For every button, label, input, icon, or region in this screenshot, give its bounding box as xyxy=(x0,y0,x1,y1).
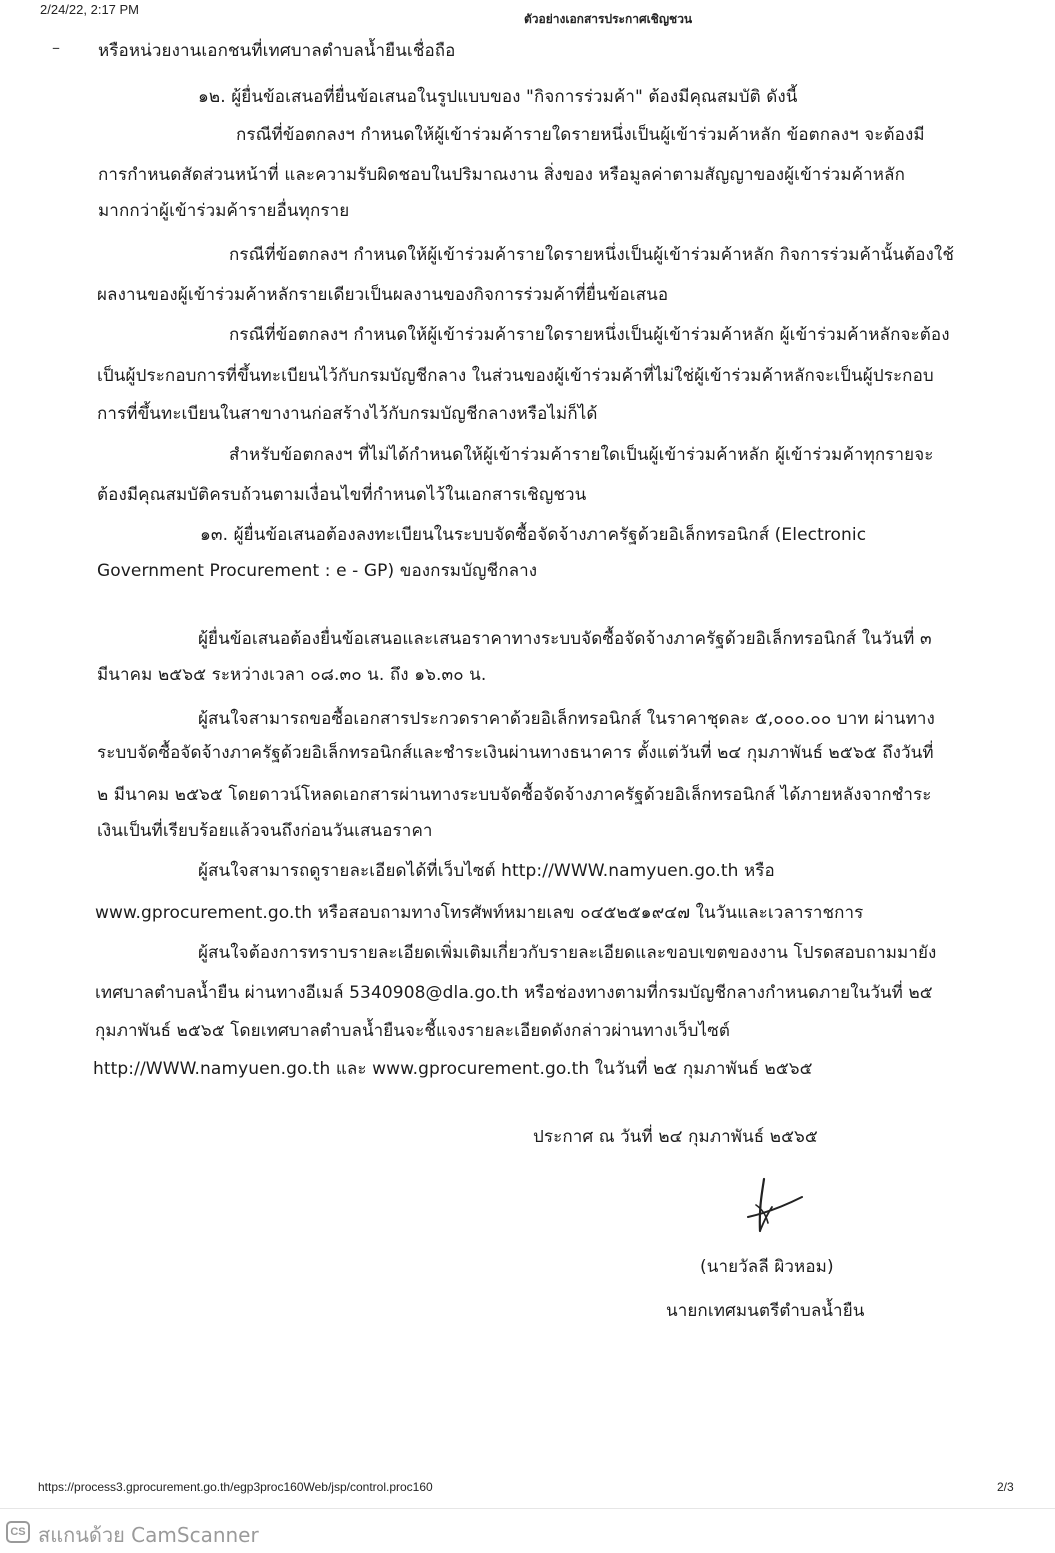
body-line: ๑๒. ผู้ยื่นข้อเสนอที่ยื่นข้อเสนอในรูปแบบของ "กิจการร่วมค้า" ต้องมีคุณสมบัติ ดังนี้ xyxy=(198,87,798,107)
body-line: เป็นผู้ประกอบการที่ขึ้นทะเบียนไว้กับกรมบัญชีกลาง ในส่วนของผู้เข้าร่วมค้าที่ไม่ใช่ผู้เข้าร่วมค้าหลักจะเป็นผู้ประกอบ xyxy=(97,366,934,386)
body-line: ต้องมีคุณสมบัติครบถ้วนตามเงื่อนไขที่กำหนดไว้ในเอกสารเชิญชวน xyxy=(97,485,587,505)
body-line: เทศบาลตำบลน้ำยืน ผ่านทางอีเมล์ 5340908@dla.go.th หรือช่องทางตามที่กรมบัญชีกลางกำหนดภายในวันที่ ๒๕ xyxy=(95,983,933,1003)
body-line: เงินเป็นที่เรียบร้อยแล้วจนถึงก่อนวันเสนอราคา xyxy=(97,821,433,841)
body-line: หรือหน่วยงานเอกชนที่เทศบาลตำบลน้ำยืนเชื่อถือ xyxy=(98,41,456,61)
body-line: มีนาคม ๒๕๖๕ ระหว่างเวลา ๐๘.๓๐ น. ถึง ๑๖.๓๐ น. xyxy=(97,665,487,685)
camscanner-logo-icon: CS xyxy=(6,1521,30,1543)
body-line: มากกว่าผู้เข้าร่วมค้ารายอื่นทุกราย xyxy=(98,201,350,221)
camscanner-watermark-text: สแกนด้วย CamScanner xyxy=(38,1523,259,1547)
footer-url: https://process3.gprocurement.go.th/egp3proc160Web/jsp/control.proc160 xyxy=(38,1480,433,1494)
body-line: ผู้สนใจต้องการทราบรายละเอียดเพิ่มเติมเกี่ยวกับรายละเอียดและขอบเขตของงาน โปรดสอบถามมายัง xyxy=(198,943,937,963)
signatory-name: (นายวัลลี ผิวหอม) xyxy=(700,1257,834,1277)
body-line: Government Procurement : e - GP) ของกรมบัญชีกลาง xyxy=(97,561,538,581)
body-line: กรณีที่ข้อตกลงฯ กำหนดให้ผู้เข้าร่วมค้ารายใดรายหนึ่งเป็นผู้เข้าร่วมค้าหลัก ข้อตกลงฯ จะต้องมี xyxy=(236,125,925,145)
body-line: กรณีที่ข้อตกลงฯ กำหนดให้ผู้เข้าร่วมค้ารายใดรายหนึ่งเป็นผู้เข้าร่วมค้าหลัก กิจการร่วมค้านั้นต้องใช้ xyxy=(229,245,954,265)
margin-dash-mark: – xyxy=(52,38,60,57)
body-line: ผลงานของผู้เข้าร่วมค้าหลักรายเดียวเป็นผลงานของกิจการร่วมค้าที่ยื่นข้อเสนอ xyxy=(97,285,669,305)
signatory-title: นายกเทศมนตรีตำบลน้ำยืน xyxy=(666,1301,865,1321)
body-line: www.gprocurement.go.th หรือสอบถามทางโทรศัพท์หมายเลข ๐๔๕๒๕๑๙๔๗ ในวันและเวลาราชการ xyxy=(95,903,864,923)
body-line: ๒ มีนาคม ๒๕๖๕ โดยดาวน์โหลดเอกสารผ่านทางระบบจัดซื้อจัดจ้างภาครัฐด้วยอิเล็กทรอนิกส์ ได้ภายหลังจากชำระ xyxy=(97,785,932,805)
document-label: ตัวอย่างเอกสารประกาศเชิญชวน xyxy=(524,12,693,26)
print-datetime: 2/24/22, 2:17 PM xyxy=(40,2,140,17)
body-line: ๑๓. ผู้ยื่นข้อเสนอต้องลงทะเบียนในระบบจัดซื้อจัดจ้างภาครัฐด้วยอิเล็กทรอนิกส์ (Electronic xyxy=(200,525,867,545)
body-line: ผู้สนใจสามารถขอซื้อเอกสารประกวดราคาด้วยอิเล็กทรอนิกส์ ในราคาชุดละ ๕,๐๐๐.๐๐ บาท ผ่านทาง xyxy=(198,709,935,729)
footer-page-number: 2/3 xyxy=(997,1480,1014,1494)
body-line: กรณีที่ข้อตกลงฯ กำหนดให้ผู้เข้าร่วมค้ารายใดรายหนึ่งเป็นผู้เข้าร่วมค้าหลัก ผู้เข้าร่วมค้าหลักจะต้อง xyxy=(229,325,950,345)
announcement-date: ประกาศ ณ วันที่ ๒๔ กุมภาพันธ์ ๒๕๖๕ xyxy=(533,1127,818,1147)
body-line: การกำหนดสัดส่วนหน้าที่ และความรับผิดชอบในปริมาณงาน สิ่งของ หรือมูลค่าตามสัญญาของผู้เข้าร่วมค้าหลัก xyxy=(98,165,905,185)
body-line: กุมภาพันธ์ ๒๕๖๕ โดยเทศบาลตำบลน้ำยืนจะชี้แจงรายละเอียดดังกล่าวผ่านทางเว็บไซต์ xyxy=(95,1021,730,1041)
body-line: ผู้สนใจสามารถดูรายละเอียดได้ที่เว็บไซต์ http://WWW.namyuen.go.th หรือ xyxy=(198,861,775,881)
body-line: การที่ขึ้นทะเบียนในสาขางานก่อสร้างไว้กับกรมบัญชีกลางหรือไม่ก็ได้ xyxy=(97,404,598,424)
body-line: ผู้ยื่นข้อเสนอต้องยื่นข้อเสนอและเสนอราคาทางระบบจัดซื้อจัดจ้างภาครัฐด้วยอิเล็กทรอนิกส์ ในวันที่ ๓ xyxy=(198,629,932,649)
signature-mark xyxy=(742,1175,812,1245)
body-line: http://WWW.namyuen.go.th และ www.gprocurement.go.th ในวันที่ ๒๕ กุมภาพันธ์ ๒๕๖๕ xyxy=(93,1059,813,1079)
body-line: ระบบจัดซื้อจัดจ้างภาครัฐด้วยอิเล็กทรอนิกส์และชำระเงินผ่านทางธนาคาร ตั้งแต่วันที่ ๒๔ กุมภาพันธ์ ๒๕๖๕ ถึงวันที่ xyxy=(97,743,934,763)
body-line: สำหรับข้อตกลงฯ ที่ไม่ได้กำหนดให้ผู้เข้าร่วมค้ารายใดเป็นผู้เข้าร่วมค้าหลัก ผู้เข้าร่วมค้าทุกรายจะ xyxy=(229,445,934,465)
camscanner-watermark-bar xyxy=(0,1508,1055,1553)
